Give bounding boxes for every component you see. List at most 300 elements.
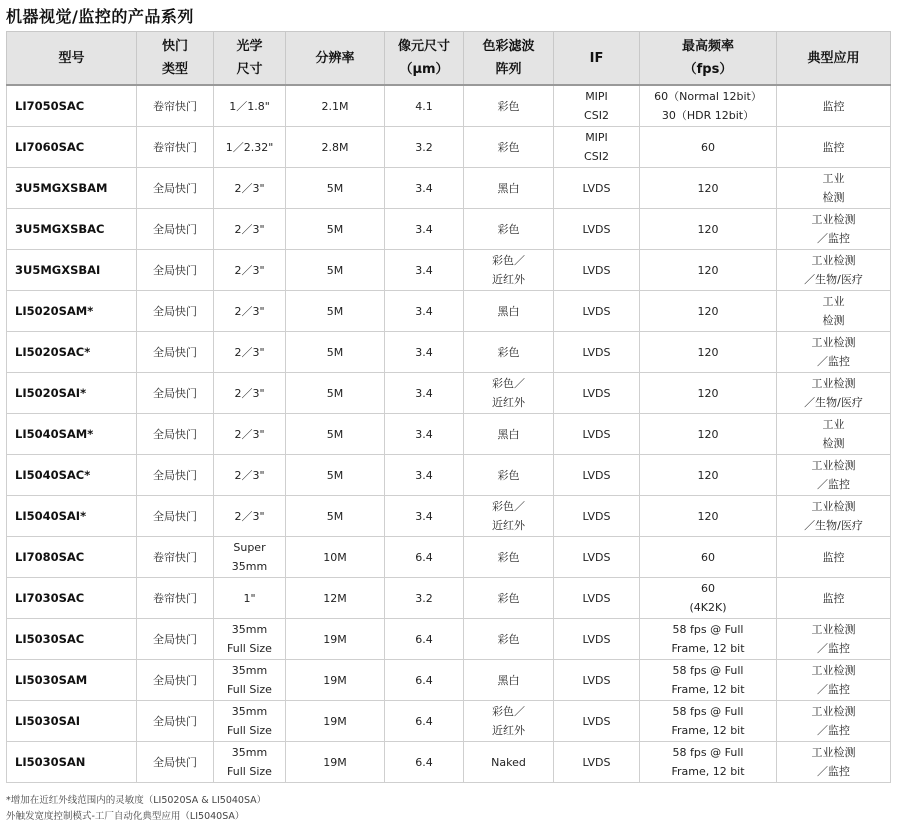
cell-line: 全局快门 — [153, 427, 197, 441]
cell-line: 120 — [697, 427, 719, 441]
cell-line: 型号 — [58, 50, 85, 66]
cell-model: LI7030SAC — [7, 578, 137, 619]
cell-line: Full Size — [227, 683, 272, 696]
cell-max-frame-rate — [640, 742, 777, 783]
cell-line: 5M — [326, 386, 344, 400]
cell-pixel-size — [385, 455, 464, 496]
cell-line: 尺寸 — [236, 62, 263, 77]
cell-shutter-type — [137, 250, 214, 291]
cell-line: 2／3" — [234, 304, 265, 318]
cell-typical-application — [777, 168, 891, 209]
cell-resolution — [286, 414, 385, 455]
cell-line: Frame, 12 bit — [671, 724, 745, 737]
cell-interface — [554, 168, 640, 209]
cell-line: ／监控 — [817, 642, 850, 655]
cell-line: LVDS — [582, 181, 611, 195]
cell-max-frame-rate — [640, 373, 777, 414]
cell-max-frame-rate — [640, 127, 777, 168]
cell-interface — [554, 373, 640, 414]
cell-optical-size — [214, 660, 286, 701]
cell-shutter-type — [137, 619, 214, 660]
cell-line: 监控 — [822, 99, 845, 113]
cell-color-filter — [464, 127, 554, 168]
cell-line: 彩色 — [497, 140, 520, 154]
cell-line: ／生物/医疗 — [804, 396, 863, 409]
cell-line: LVDS — [582, 755, 611, 769]
cell-line: 6.4 — [415, 550, 433, 564]
cell-line: 2／3" — [234, 181, 265, 195]
cell-line: LVDS — [582, 509, 611, 523]
header-interface — [554, 32, 640, 86]
cell-line: 近红外 — [492, 519, 525, 532]
cell-interface — [554, 209, 640, 250]
cell-line: 12M — [323, 591, 347, 605]
cell-color-filter — [464, 660, 554, 701]
cell-optical-size — [214, 127, 286, 168]
cell-line: 2／3" — [234, 222, 265, 236]
cell-color-filter — [464, 291, 554, 332]
cell-line: 3.4 — [415, 181, 433, 195]
cell-typical-application — [777, 578, 891, 619]
product-spec-table — [6, 31, 891, 783]
cell-max-frame-rate — [640, 701, 777, 742]
cell-line: 2.1M — [321, 99, 349, 113]
cell-typical-application — [777, 496, 891, 537]
cell-interface — [554, 701, 640, 742]
cell-shutter-type — [137, 742, 214, 783]
cell-color-filter — [464, 455, 554, 496]
table-row — [7, 537, 891, 578]
table-row — [7, 250, 891, 291]
cell-max-frame-rate — [640, 496, 777, 537]
table-row — [7, 660, 891, 701]
cell-line: 全局快门 — [153, 181, 197, 195]
cell-shutter-type — [137, 168, 214, 209]
table-row — [7, 168, 891, 209]
cell-line: 19M — [323, 755, 347, 769]
cell-line: 彩色 — [497, 345, 520, 359]
cell-shutter-type — [137, 373, 214, 414]
cell-line: CSI2 — [584, 109, 609, 122]
cell-shutter-type — [137, 414, 214, 455]
cell-max-frame-rate — [640, 332, 777, 373]
cell-line: 58 fps @ Full — [672, 746, 744, 759]
cell-optical-size — [214, 85, 286, 127]
header-resolution — [286, 32, 385, 86]
table-row — [7, 455, 891, 496]
cell-shutter-type — [137, 127, 214, 168]
header-optical-size — [214, 32, 286, 86]
cell-shutter-type — [137, 291, 214, 332]
cell-max-frame-rate — [640, 578, 777, 619]
cell-line: 彩色／ — [492, 500, 525, 513]
cell-line: ／监控 — [817, 765, 850, 778]
cell-line: 近红外 — [492, 273, 525, 286]
cell-max-frame-rate — [640, 537, 777, 578]
cell-line: 近红外 — [492, 396, 525, 409]
cell-interface — [554, 619, 640, 660]
cell-line: MIPI — [585, 90, 608, 103]
cell-optical-size — [214, 250, 286, 291]
cell-line: 近红外 — [492, 724, 525, 737]
cell-line: Super — [233, 541, 266, 554]
cell-line: CSI2 — [584, 150, 609, 163]
cell-pixel-size — [385, 496, 464, 537]
cell-resolution — [286, 455, 385, 496]
cell-line: (4K2K) — [689, 601, 727, 614]
cell-line: 工业检测 — [811, 623, 856, 636]
cell-line: LVDS — [582, 591, 611, 605]
cell-line: 3.2 — [415, 591, 433, 605]
cell-interface — [554, 85, 640, 127]
cell-line: 工业检测 — [811, 213, 856, 226]
cell-model: LI7050SAC — [7, 85, 137, 127]
cell-optical-size — [214, 578, 286, 619]
cell-line: 60 — [701, 582, 715, 595]
cell-line: LVDS — [582, 427, 611, 441]
cell-model: LI5040SAC* — [7, 455, 137, 496]
cell-line: 10M — [323, 550, 347, 564]
cell-line: 类型 — [161, 62, 188, 77]
cell-line: 全局快门 — [153, 509, 197, 523]
cell-line: 卷帘快门 — [153, 550, 197, 564]
cell-line: 全局快门 — [153, 714, 197, 728]
cell-color-filter — [464, 619, 554, 660]
cell-optical-size — [214, 373, 286, 414]
cell-line: 最高频率 — [681, 39, 734, 54]
table-row — [7, 373, 891, 414]
cell-resolution — [286, 701, 385, 742]
cell-line: 5M — [326, 509, 344, 523]
cell-line: Full Size — [227, 642, 272, 655]
cell-pixel-size — [385, 660, 464, 701]
cell-line: 5M — [326, 468, 344, 482]
cell-line: Frame, 12 bit — [671, 642, 745, 655]
cell-optical-size — [214, 496, 286, 537]
cell-model: LI5040SAM* — [7, 414, 137, 455]
cell-max-frame-rate — [640, 455, 777, 496]
header-typical-application — [777, 32, 891, 86]
cell-line: 卷帘快门 — [153, 140, 197, 154]
cell-line: 30（HDR 12bit） — [661, 109, 755, 122]
cell-line: LVDS — [582, 304, 611, 318]
cell-resolution — [286, 660, 385, 701]
table-row — [7, 701, 891, 742]
cell-line: LVDS — [582, 386, 611, 400]
cell-line: Frame, 12 bit — [671, 765, 745, 778]
cell-line: 监控 — [822, 550, 845, 564]
cell-line: 58 fps @ Full — [672, 623, 744, 636]
cell-line: LVDS — [582, 550, 611, 564]
cell-line: 典型应用 — [807, 50, 860, 66]
cell-resolution — [286, 168, 385, 209]
cell-line: 工业 — [822, 172, 845, 185]
cell-line: LVDS — [582, 345, 611, 359]
cell-line: 3.4 — [415, 222, 433, 236]
cell-line: 像元尺寸 — [397, 39, 450, 54]
cell-line: 3.4 — [415, 427, 433, 441]
cell-line: 全局快门 — [153, 673, 197, 687]
cell-line: Full Size — [227, 765, 272, 778]
cell-line: 5M — [326, 263, 344, 277]
cell-line: 全局快门 — [153, 755, 197, 769]
cell-typical-application — [777, 414, 891, 455]
table-row — [7, 291, 891, 332]
header-shutter-type — [137, 32, 214, 86]
cell-color-filter — [464, 578, 554, 619]
table-header-row — [7, 32, 891, 86]
cell-pixel-size — [385, 578, 464, 619]
cell-line: Frame, 12 bit — [671, 683, 745, 696]
cell-resolution — [286, 127, 385, 168]
cell-line: 2／3" — [234, 427, 265, 441]
cell-optical-size — [214, 414, 286, 455]
cell-line: 全局快门 — [153, 222, 197, 236]
cell-line: 彩色／ — [492, 254, 525, 267]
cell-line: 6.4 — [415, 632, 433, 646]
cell-line: 3.4 — [415, 386, 433, 400]
table-row — [7, 742, 891, 783]
cell-interface — [554, 455, 640, 496]
cell-line: 120 — [697, 263, 719, 277]
cell-shutter-type — [137, 578, 214, 619]
cell-model: LI5030SAC — [7, 619, 137, 660]
cell-line: 35mm — [231, 623, 268, 636]
cell-pixel-size — [385, 209, 464, 250]
cell-resolution — [286, 85, 385, 127]
cell-model: LI5040SAI* — [7, 496, 137, 537]
cell-model: LI5030SAI — [7, 701, 137, 742]
cell-line: 检测 — [822, 314, 845, 327]
cell-resolution — [286, 619, 385, 660]
header-color-filter — [464, 32, 554, 86]
cell-line: 2／3" — [234, 386, 265, 400]
cell-typical-application — [777, 291, 891, 332]
cell-line: 2／3" — [234, 263, 265, 277]
cell-line: 120 — [697, 304, 719, 318]
cell-line: 色彩滤波 — [482, 39, 535, 54]
cell-resolution — [286, 332, 385, 373]
cell-line: 黑白 — [497, 304, 520, 318]
cell-line: ／监控 — [817, 683, 850, 696]
cell-color-filter — [464, 250, 554, 291]
cell-color-filter — [464, 414, 554, 455]
page-title: 机器视觉/监控的产品系列 — [6, 7, 194, 26]
cell-typical-application — [777, 127, 891, 168]
cell-typical-application — [777, 85, 891, 127]
cell-model: LI5020SAC* — [7, 332, 137, 373]
cell-max-frame-rate — [640, 291, 777, 332]
cell-line: ／监控 — [817, 232, 850, 245]
cell-optical-size — [214, 332, 286, 373]
cell-line: （fps） — [683, 62, 733, 77]
cell-line: 35mm — [231, 705, 268, 718]
cell-line: 6.4 — [415, 714, 433, 728]
cell-model: LI7060SAC — [7, 127, 137, 168]
cell-interface — [554, 578, 640, 619]
cell-line: 工业检测 — [811, 336, 856, 349]
cell-shutter-type — [137, 455, 214, 496]
cell-pixel-size — [385, 250, 464, 291]
cell-pixel-size — [385, 701, 464, 742]
cell-interface — [554, 496, 640, 537]
cell-line: 工业检测 — [811, 664, 856, 677]
cell-shutter-type — [137, 85, 214, 127]
footnote-nir-sensitivity: *增加在近红外线范围内的灵敏度（LI5020SA & LI5040SA） — [6, 795, 267, 806]
cell-line: LVDS — [582, 222, 611, 236]
cell-line: 1／1.8" — [229, 99, 270, 113]
cell-line: 工业检测 — [811, 254, 856, 267]
table-row — [7, 85, 891, 127]
cell-shutter-type — [137, 332, 214, 373]
cell-line: 3.2 — [415, 140, 433, 154]
cell-line: 黑白 — [497, 181, 520, 195]
cell-shutter-type — [137, 496, 214, 537]
cell-line: 35mm — [231, 664, 268, 677]
cell-line: 3.4 — [415, 468, 433, 482]
cell-line: 5M — [326, 181, 344, 195]
cell-optical-size — [214, 701, 286, 742]
cell-line: LVDS — [582, 263, 611, 277]
cell-max-frame-rate — [640, 619, 777, 660]
cell-typical-application — [777, 455, 891, 496]
cell-line: 19M — [323, 632, 347, 646]
table-row — [7, 332, 891, 373]
cell-typical-application — [777, 742, 891, 783]
cell-color-filter — [464, 209, 554, 250]
cell-line: Full Size — [227, 724, 272, 737]
cell-pixel-size — [385, 619, 464, 660]
cell-line: 彩色 — [497, 468, 520, 482]
cell-max-frame-rate — [640, 414, 777, 455]
cell-optical-size — [214, 291, 286, 332]
cell-line: 120 — [697, 181, 719, 195]
cell-color-filter — [464, 496, 554, 537]
table-row — [7, 209, 891, 250]
cell-line: 光学 — [236, 39, 263, 54]
header-pixel-size — [385, 32, 464, 86]
footnotes — [6, 793, 266, 825]
cell-line: 3.4 — [415, 263, 433, 277]
cell-line: 彩色／ — [492, 705, 525, 718]
cell-line: 监控 — [822, 591, 845, 605]
cell-line: 彩色 — [497, 632, 520, 646]
cell-line: 6.4 — [415, 673, 433, 687]
cell-optical-size — [214, 168, 286, 209]
cell-line: 全局快门 — [153, 632, 197, 646]
cell-typical-application — [777, 619, 891, 660]
cell-line: 工业检测 — [811, 459, 856, 472]
cell-interface — [554, 127, 640, 168]
cell-line: 检测 — [822, 191, 845, 204]
cell-line: 2.8M — [321, 140, 349, 154]
cell-shutter-type — [137, 701, 214, 742]
cell-line: 5M — [326, 304, 344, 318]
cell-line: ／生物/医疗 — [804, 519, 863, 532]
cell-line: 35mm — [231, 746, 268, 759]
cell-color-filter — [464, 373, 554, 414]
cell-line: 60 — [701, 550, 715, 564]
cell-typical-application — [777, 332, 891, 373]
cell-optical-size — [214, 742, 286, 783]
cell-line: 工业检测 — [811, 705, 856, 718]
cell-line: 分辨率 — [315, 50, 355, 66]
cell-interface — [554, 660, 640, 701]
cell-line: ／监控 — [817, 355, 850, 368]
cell-line: 工业检测 — [811, 500, 856, 513]
cell-line: 60（Normal 12bit） — [654, 90, 762, 103]
cell-interface — [554, 414, 640, 455]
cell-line: 3.4 — [415, 304, 433, 318]
cell-line: MIPI — [585, 131, 608, 144]
cell-line: 3.4 — [415, 509, 433, 523]
cell-interface — [554, 537, 640, 578]
cell-line: 卷帘快门 — [153, 99, 197, 113]
cell-resolution — [286, 209, 385, 250]
cell-line: 快门 — [161, 39, 188, 54]
cell-resolution — [286, 578, 385, 619]
cell-color-filter — [464, 168, 554, 209]
cell-line: 工业 — [822, 295, 845, 308]
cell-line: 2／3" — [234, 509, 265, 523]
table-body — [7, 85, 891, 783]
cell-line: 120 — [697, 386, 719, 400]
cell-optical-size — [214, 619, 286, 660]
table-row — [7, 496, 891, 537]
cell-line: 19M — [323, 673, 347, 687]
cell-color-filter — [464, 537, 554, 578]
cell-line: 60 — [701, 140, 715, 154]
cell-interface — [554, 250, 640, 291]
cell-optical-size — [214, 455, 286, 496]
cell-pixel-size — [385, 168, 464, 209]
cell-resolution — [286, 496, 385, 537]
cell-line: LVDS — [582, 673, 611, 687]
cell-color-filter — [464, 332, 554, 373]
cell-line: 黑白 — [497, 427, 520, 441]
cell-optical-size — [214, 537, 286, 578]
cell-line: 全局快门 — [153, 263, 197, 277]
cell-line: 19M — [323, 714, 347, 728]
cell-line: 彩色／ — [492, 377, 525, 390]
cell-max-frame-rate — [640, 250, 777, 291]
cell-shutter-type — [137, 209, 214, 250]
cell-color-filter — [464, 85, 554, 127]
cell-color-filter — [464, 742, 554, 783]
table-row — [7, 127, 891, 168]
cell-line: 彩色 — [497, 550, 520, 564]
cell-line: 120 — [697, 468, 719, 482]
cell-max-frame-rate — [640, 660, 777, 701]
cell-line: 2／3" — [234, 345, 265, 359]
cell-line: 3.4 — [415, 345, 433, 359]
cell-line: 黑白 — [497, 673, 520, 687]
cell-resolution — [286, 373, 385, 414]
cell-line: Naked — [491, 755, 526, 769]
cell-line: 120 — [697, 222, 719, 236]
cell-line: LVDS — [582, 714, 611, 728]
cell-typical-application — [777, 250, 891, 291]
cell-line: 58 fps @ Full — [672, 705, 744, 718]
cell-line: 5M — [326, 222, 344, 236]
cell-pixel-size — [385, 373, 464, 414]
cell-pixel-size — [385, 414, 464, 455]
cell-line: 1／2.32" — [225, 140, 274, 154]
cell-line: 检测 — [822, 437, 845, 450]
cell-line: 5M — [326, 345, 344, 359]
cell-model: LI5030SAM — [7, 660, 137, 701]
cell-model: LI5020SAI* — [7, 373, 137, 414]
